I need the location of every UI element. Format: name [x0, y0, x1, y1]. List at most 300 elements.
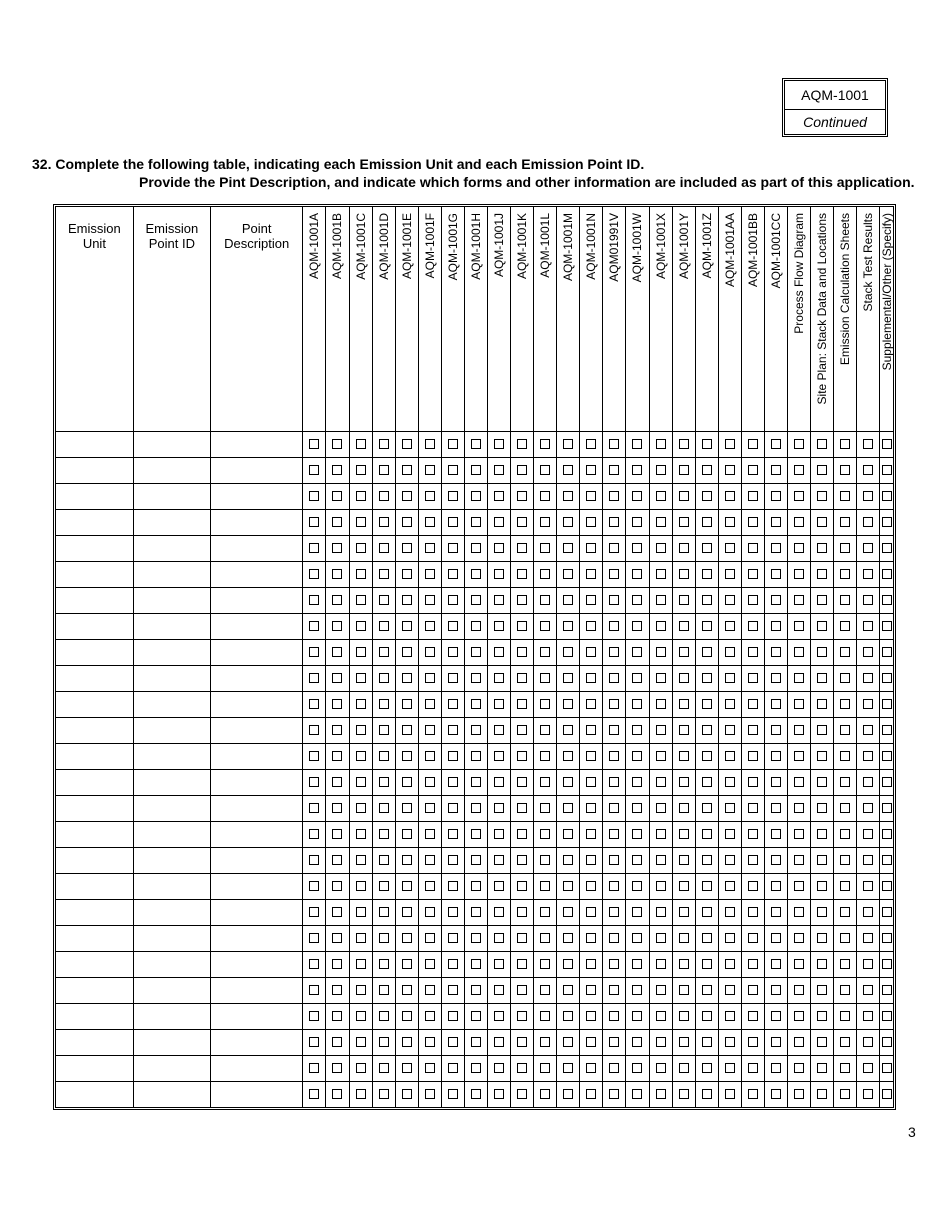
- checkbox[interactable]: [309, 829, 319, 839]
- checkbox[interactable]: [586, 439, 596, 449]
- checkbox[interactable]: [632, 1063, 642, 1073]
- checkbox[interactable]: [309, 621, 319, 631]
- checkbox[interactable]: [517, 439, 527, 449]
- checkbox[interactable]: [356, 647, 366, 657]
- checkbox[interactable]: [356, 907, 366, 917]
- checkbox[interactable]: [771, 569, 781, 579]
- checkbox[interactable]: [863, 959, 873, 969]
- checkbox[interactable]: [609, 595, 619, 605]
- checkbox[interactable]: [540, 959, 550, 969]
- checkbox[interactable]: [882, 1037, 892, 1047]
- checkbox[interactable]: [656, 777, 666, 787]
- checkbox[interactable]: [725, 933, 735, 943]
- checkbox[interactable]: [748, 855, 758, 865]
- checkbox[interactable]: [563, 725, 573, 735]
- checkbox[interactable]: [517, 699, 527, 709]
- checkbox[interactable]: [425, 621, 435, 631]
- checkbox[interactable]: [609, 855, 619, 865]
- checkbox[interactable]: [332, 933, 342, 943]
- checkbox[interactable]: [471, 517, 481, 527]
- checkbox[interactable]: [402, 829, 412, 839]
- checkbox[interactable]: [817, 1011, 827, 1021]
- checkbox[interactable]: [656, 543, 666, 553]
- checkbox[interactable]: [863, 491, 873, 501]
- checkbox[interactable]: [494, 699, 504, 709]
- checkbox[interactable]: [356, 699, 366, 709]
- checkbox[interactable]: [794, 569, 804, 579]
- checkbox[interactable]: [517, 1089, 527, 1099]
- checkbox[interactable]: [840, 647, 850, 657]
- point-description-cell[interactable]: [211, 639, 303, 665]
- checkbox[interactable]: [563, 933, 573, 943]
- checkbox[interactable]: [725, 491, 735, 501]
- checkbox[interactable]: [882, 569, 892, 579]
- checkbox[interactable]: [794, 725, 804, 735]
- checkbox[interactable]: [379, 1089, 389, 1099]
- checkbox[interactable]: [586, 777, 596, 787]
- checkbox[interactable]: [656, 517, 666, 527]
- checkbox[interactable]: [402, 1037, 412, 1047]
- checkbox[interactable]: [882, 595, 892, 605]
- checkbox[interactable]: [494, 803, 504, 813]
- checkbox[interactable]: [656, 569, 666, 579]
- checkbox[interactable]: [586, 517, 596, 527]
- checkbox[interactable]: [863, 907, 873, 917]
- checkbox[interactable]: [840, 829, 850, 839]
- checkbox[interactable]: [563, 491, 573, 501]
- emission-point-id-cell[interactable]: [133, 1055, 210, 1081]
- checkbox[interactable]: [863, 985, 873, 995]
- checkbox[interactable]: [882, 1089, 892, 1099]
- checkbox[interactable]: [863, 1037, 873, 1047]
- checkbox[interactable]: [309, 1011, 319, 1021]
- checkbox[interactable]: [609, 985, 619, 995]
- checkbox[interactable]: [356, 543, 366, 553]
- checkbox[interactable]: [863, 751, 873, 761]
- checkbox[interactable]: [771, 855, 781, 865]
- checkbox[interactable]: [332, 777, 342, 787]
- point-description-cell[interactable]: [211, 743, 303, 769]
- checkbox[interactable]: [356, 959, 366, 969]
- checkbox[interactable]: [794, 595, 804, 605]
- checkbox[interactable]: [356, 725, 366, 735]
- checkbox[interactable]: [402, 647, 412, 657]
- checkbox[interactable]: [586, 751, 596, 761]
- checkbox[interactable]: [448, 621, 458, 631]
- checkbox[interactable]: [725, 725, 735, 735]
- checkbox[interactable]: [725, 1011, 735, 1021]
- checkbox[interactable]: [425, 439, 435, 449]
- checkbox[interactable]: [679, 673, 689, 683]
- emission-point-id-cell[interactable]: [133, 769, 210, 795]
- checkbox[interactable]: [332, 725, 342, 735]
- emission-point-id-cell[interactable]: [133, 899, 210, 925]
- checkbox[interactable]: [379, 933, 389, 943]
- point-description-cell[interactable]: [211, 483, 303, 509]
- checkbox[interactable]: [563, 751, 573, 761]
- emission-point-id-cell[interactable]: [133, 639, 210, 665]
- checkbox[interactable]: [817, 751, 827, 761]
- checkbox[interactable]: [471, 985, 481, 995]
- checkbox[interactable]: [586, 881, 596, 891]
- checkbox[interactable]: [882, 725, 892, 735]
- checkbox[interactable]: [794, 751, 804, 761]
- checkbox[interactable]: [882, 985, 892, 995]
- checkbox[interactable]: [309, 699, 319, 709]
- checkbox[interactable]: [494, 777, 504, 787]
- checkbox[interactable]: [517, 1011, 527, 1021]
- checkbox[interactable]: [632, 1089, 642, 1099]
- checkbox[interactable]: [540, 1089, 550, 1099]
- checkbox[interactable]: [817, 829, 827, 839]
- checkbox[interactable]: [402, 543, 412, 553]
- checkbox[interactable]: [609, 621, 619, 631]
- checkbox[interactable]: [425, 699, 435, 709]
- checkbox[interactable]: [332, 491, 342, 501]
- checkbox[interactable]: [609, 881, 619, 891]
- checkbox[interactable]: [882, 933, 892, 943]
- checkbox[interactable]: [702, 907, 712, 917]
- checkbox[interactable]: [402, 1063, 412, 1073]
- checkbox[interactable]: [817, 985, 827, 995]
- checkbox[interactable]: [679, 959, 689, 969]
- checkbox[interactable]: [448, 673, 458, 683]
- checkbox[interactable]: [609, 725, 619, 735]
- checkbox[interactable]: [517, 621, 527, 631]
- checkbox[interactable]: [863, 673, 873, 683]
- checkbox[interactable]: [471, 543, 481, 553]
- checkbox[interactable]: [725, 777, 735, 787]
- checkbox[interactable]: [563, 907, 573, 917]
- emission-unit-cell[interactable]: [56, 535, 133, 561]
- checkbox[interactable]: [540, 543, 550, 553]
- checkbox[interactable]: [702, 933, 712, 943]
- checkbox[interactable]: [332, 569, 342, 579]
- checkbox[interactable]: [425, 751, 435, 761]
- checkbox[interactable]: [586, 647, 596, 657]
- checkbox[interactable]: [656, 439, 666, 449]
- checkbox[interactable]: [471, 621, 481, 631]
- checkbox[interactable]: [540, 777, 550, 787]
- checkbox[interactable]: [425, 673, 435, 683]
- emission-unit-cell[interactable]: [56, 1081, 133, 1107]
- checkbox[interactable]: [748, 491, 758, 501]
- checkbox[interactable]: [494, 933, 504, 943]
- checkbox[interactable]: [402, 673, 412, 683]
- emission-unit-cell[interactable]: [56, 431, 133, 457]
- checkbox[interactable]: [679, 829, 689, 839]
- checkbox[interactable]: [425, 725, 435, 735]
- checkbox[interactable]: [379, 959, 389, 969]
- checkbox[interactable]: [540, 881, 550, 891]
- checkbox[interactable]: [840, 569, 850, 579]
- emission-point-id-cell[interactable]: [133, 561, 210, 587]
- checkbox[interactable]: [494, 673, 504, 683]
- checkbox[interactable]: [632, 959, 642, 969]
- checkbox[interactable]: [863, 1011, 873, 1021]
- checkbox[interactable]: [882, 647, 892, 657]
- checkbox[interactable]: [840, 543, 850, 553]
- checkbox[interactable]: [632, 673, 642, 683]
- checkbox[interactable]: [309, 803, 319, 813]
- checkbox[interactable]: [332, 1037, 342, 1047]
- checkbox[interactable]: [586, 699, 596, 709]
- checkbox[interactable]: [379, 777, 389, 787]
- checkbox[interactable]: [748, 517, 758, 527]
- checkbox[interactable]: [540, 829, 550, 839]
- checkbox[interactable]: [332, 1063, 342, 1073]
- checkbox[interactable]: [882, 1063, 892, 1073]
- point-description-cell[interactable]: [211, 977, 303, 1003]
- checkbox[interactable]: [309, 751, 319, 761]
- checkbox[interactable]: [679, 907, 689, 917]
- checkbox[interactable]: [632, 829, 642, 839]
- checkbox[interactable]: [309, 855, 319, 865]
- checkbox[interactable]: [656, 881, 666, 891]
- checkbox[interactable]: [632, 855, 642, 865]
- checkbox[interactable]: [379, 517, 389, 527]
- checkbox[interactable]: [656, 699, 666, 709]
- checkbox[interactable]: [425, 959, 435, 969]
- emission-point-id-cell[interactable]: [133, 535, 210, 561]
- checkbox[interactable]: [309, 907, 319, 917]
- checkbox[interactable]: [748, 1011, 758, 1021]
- checkbox[interactable]: [794, 1063, 804, 1073]
- checkbox[interactable]: [332, 517, 342, 527]
- checkbox[interactable]: [656, 803, 666, 813]
- point-description-cell[interactable]: [211, 925, 303, 951]
- checkbox[interactable]: [702, 699, 712, 709]
- checkbox[interactable]: [309, 517, 319, 527]
- checkbox[interactable]: [679, 855, 689, 865]
- checkbox[interactable]: [817, 491, 827, 501]
- checkbox[interactable]: [332, 543, 342, 553]
- checkbox[interactable]: [517, 465, 527, 475]
- checkbox[interactable]: [563, 1063, 573, 1073]
- checkbox[interactable]: [494, 1063, 504, 1073]
- checkbox[interactable]: [882, 491, 892, 501]
- checkbox[interactable]: [448, 595, 458, 605]
- emission-point-id-cell[interactable]: [133, 743, 210, 769]
- checkbox[interactable]: [656, 465, 666, 475]
- checkbox[interactable]: [702, 777, 712, 787]
- checkbox[interactable]: [609, 699, 619, 709]
- checkbox[interactable]: [517, 985, 527, 995]
- checkbox[interactable]: [656, 647, 666, 657]
- checkbox[interactable]: [771, 725, 781, 735]
- checkbox[interactable]: [794, 1011, 804, 1021]
- checkbox[interactable]: [725, 621, 735, 631]
- checkbox[interactable]: [748, 595, 758, 605]
- checkbox[interactable]: [563, 803, 573, 813]
- checkbox[interactable]: [425, 1063, 435, 1073]
- checkbox[interactable]: [632, 985, 642, 995]
- checkbox[interactable]: [563, 881, 573, 891]
- checkbox[interactable]: [725, 699, 735, 709]
- checkbox[interactable]: [586, 933, 596, 943]
- checkbox[interactable]: [748, 803, 758, 813]
- point-description-cell[interactable]: [211, 821, 303, 847]
- emission-unit-cell[interactable]: [56, 1029, 133, 1055]
- checkbox[interactable]: [771, 985, 781, 995]
- checkbox[interactable]: [656, 621, 666, 631]
- checkbox[interactable]: [725, 439, 735, 449]
- checkbox[interactable]: [794, 543, 804, 553]
- checkbox[interactable]: [448, 1063, 458, 1073]
- checkbox[interactable]: [425, 777, 435, 787]
- checkbox[interactable]: [356, 673, 366, 683]
- checkbox[interactable]: [402, 751, 412, 761]
- emission-point-id-cell[interactable]: [133, 1003, 210, 1029]
- checkbox[interactable]: [379, 595, 389, 605]
- checkbox[interactable]: [702, 751, 712, 761]
- checkbox[interactable]: [771, 1089, 781, 1099]
- checkbox[interactable]: [494, 881, 504, 891]
- checkbox[interactable]: [517, 803, 527, 813]
- checkbox[interactable]: [425, 543, 435, 553]
- checkbox[interactable]: [517, 855, 527, 865]
- checkbox[interactable]: [494, 439, 504, 449]
- checkbox[interactable]: [402, 439, 412, 449]
- checkbox[interactable]: [771, 907, 781, 917]
- checkbox[interactable]: [494, 1011, 504, 1021]
- checkbox[interactable]: [356, 881, 366, 891]
- checkbox[interactable]: [309, 1063, 319, 1073]
- checkbox[interactable]: [817, 439, 827, 449]
- checkbox[interactable]: [702, 985, 712, 995]
- checkbox[interactable]: [494, 907, 504, 917]
- checkbox[interactable]: [794, 439, 804, 449]
- checkbox[interactable]: [517, 1037, 527, 1047]
- checkbox[interactable]: [563, 855, 573, 865]
- checkbox[interactable]: [679, 647, 689, 657]
- checkbox[interactable]: [771, 933, 781, 943]
- checkbox[interactable]: [540, 985, 550, 995]
- checkbox[interactable]: [794, 855, 804, 865]
- checkbox[interactable]: [356, 829, 366, 839]
- checkbox[interactable]: [817, 517, 827, 527]
- checkbox[interactable]: [882, 517, 892, 527]
- checkbox[interactable]: [863, 803, 873, 813]
- checkbox[interactable]: [402, 621, 412, 631]
- checkbox[interactable]: [471, 829, 481, 839]
- checkbox[interactable]: [725, 985, 735, 995]
- checkbox[interactable]: [702, 595, 712, 605]
- checkbox[interactable]: [771, 595, 781, 605]
- checkbox[interactable]: [863, 569, 873, 579]
- checkbox[interactable]: [702, 1037, 712, 1047]
- checkbox[interactable]: [840, 491, 850, 501]
- checkbox[interactable]: [494, 829, 504, 839]
- checkbox[interactable]: [702, 1063, 712, 1073]
- checkbox[interactable]: [794, 907, 804, 917]
- checkbox[interactable]: [356, 855, 366, 865]
- point-description-cell[interactable]: [211, 717, 303, 743]
- checkbox[interactable]: [540, 699, 550, 709]
- checkbox[interactable]: [425, 569, 435, 579]
- checkbox[interactable]: [586, 1011, 596, 1021]
- checkbox[interactable]: [679, 933, 689, 943]
- checkbox[interactable]: [471, 725, 481, 735]
- checkbox[interactable]: [356, 1011, 366, 1021]
- checkbox[interactable]: [817, 1037, 827, 1047]
- checkbox[interactable]: [448, 1037, 458, 1047]
- checkbox[interactable]: [794, 959, 804, 969]
- checkbox[interactable]: [332, 621, 342, 631]
- checkbox[interactable]: [632, 699, 642, 709]
- checkbox[interactable]: [309, 725, 319, 735]
- checkbox[interactable]: [817, 1063, 827, 1073]
- checkbox[interactable]: [702, 439, 712, 449]
- checkbox[interactable]: [540, 803, 550, 813]
- checkbox[interactable]: [771, 621, 781, 631]
- checkbox[interactable]: [517, 517, 527, 527]
- checkbox[interactable]: [882, 465, 892, 475]
- checkbox[interactable]: [471, 699, 481, 709]
- checkbox[interactable]: [794, 673, 804, 683]
- emission-point-id-cell[interactable]: [133, 847, 210, 873]
- checkbox[interactable]: [702, 1011, 712, 1021]
- checkbox[interactable]: [771, 543, 781, 553]
- checkbox[interactable]: [563, 1037, 573, 1047]
- checkbox[interactable]: [882, 855, 892, 865]
- checkbox[interactable]: [494, 465, 504, 475]
- checkbox[interactable]: [471, 907, 481, 917]
- checkbox[interactable]: [725, 595, 735, 605]
- checkbox[interactable]: [817, 647, 827, 657]
- checkbox[interactable]: [586, 959, 596, 969]
- emission-point-id-cell[interactable]: [133, 457, 210, 483]
- checkbox[interactable]: [748, 985, 758, 995]
- point-description-cell[interactable]: [211, 509, 303, 535]
- checkbox[interactable]: [748, 569, 758, 579]
- checkbox[interactable]: [771, 439, 781, 449]
- point-description-cell[interactable]: [211, 1055, 303, 1081]
- checkbox[interactable]: [425, 985, 435, 995]
- checkbox[interactable]: [748, 829, 758, 839]
- checkbox[interactable]: [471, 465, 481, 475]
- checkbox[interactable]: [817, 621, 827, 631]
- checkbox[interactable]: [586, 1089, 596, 1099]
- checkbox[interactable]: [656, 751, 666, 761]
- checkbox[interactable]: [863, 465, 873, 475]
- checkbox[interactable]: [725, 543, 735, 553]
- checkbox[interactable]: [471, 881, 481, 891]
- point-description-cell[interactable]: [211, 795, 303, 821]
- checkbox[interactable]: [725, 673, 735, 683]
- checkbox[interactable]: [471, 751, 481, 761]
- emission-point-id-cell[interactable]: [133, 821, 210, 847]
- checkbox[interactable]: [725, 829, 735, 839]
- checkbox[interactable]: [748, 543, 758, 553]
- checkbox[interactable]: [748, 647, 758, 657]
- checkbox[interactable]: [882, 959, 892, 969]
- checkbox[interactable]: [425, 517, 435, 527]
- checkbox[interactable]: [794, 985, 804, 995]
- checkbox[interactable]: [748, 699, 758, 709]
- checkbox[interactable]: [656, 959, 666, 969]
- checkbox[interactable]: [863, 699, 873, 709]
- checkbox[interactable]: [586, 1063, 596, 1073]
- checkbox[interactable]: [309, 491, 319, 501]
- checkbox[interactable]: [656, 725, 666, 735]
- checkbox[interactable]: [725, 1089, 735, 1099]
- checkbox[interactable]: [471, 855, 481, 865]
- checkbox[interactable]: [702, 569, 712, 579]
- checkbox[interactable]: [425, 491, 435, 501]
- checkbox[interactable]: [794, 1037, 804, 1047]
- checkbox[interactable]: [402, 465, 412, 475]
